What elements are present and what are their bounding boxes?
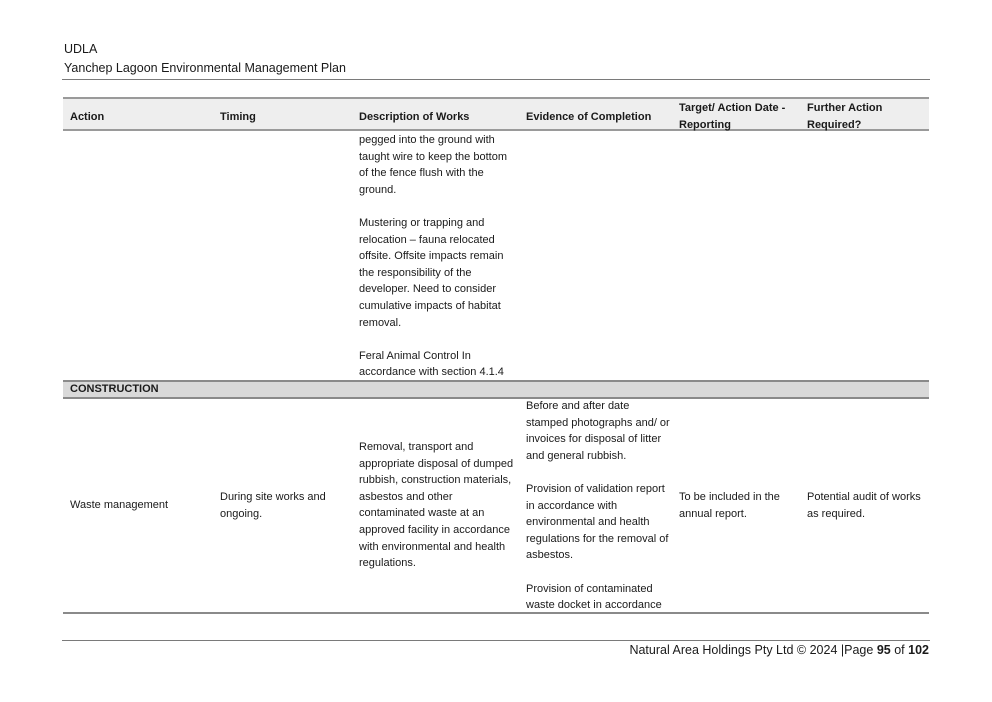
description-paragraph: Feral Animal Control In accordance with section 4.1.4 — [359, 349, 504, 379]
evidence-paragraph: Before and after date stamped photographs and/ or invoices for disposal of litter and general rubbish. — [526, 400, 670, 462]
column-header-further-line2: Required? — [807, 118, 862, 131]
header-divider — [62, 79, 930, 80]
column-header-evidence: Evidence of Completion — [526, 111, 652, 123]
section-heading: CONSTRUCTION — [70, 383, 159, 395]
cell-description: Removal, transport and appropriate disposal of dumped rubbish, construction materials, asbestos and other contaminated waste at an approved facility in accordance with environmental and health regulations. — [359, 441, 514, 570]
description-paragraph: pegged into the ground with taught wire to keep the bottom of the fence flush with the ground. — [359, 134, 507, 196]
cell-evidence — [526, 398, 674, 614]
column-header-further-action — [807, 100, 925, 133]
header-document-title: Yanchep Lagoon Environmental Management Plan — [64, 61, 346, 75]
column-header-target-line2: Reporting — [679, 118, 731, 131]
footer-page-of: of — [894, 643, 905, 657]
column-header-timing: Timing — [220, 111, 256, 123]
header-organization: UDLA — [64, 42, 98, 56]
footer-page-current: 95 — [876, 643, 891, 657]
evidence-paragraph: Provision of validation report in accordance with environmental and health regulations for the removal of asbestos. — [526, 482, 669, 562]
cell-action: Waste management — [70, 499, 169, 511]
table-header-row — [63, 97, 929, 131]
page-footer — [629, 643, 929, 657]
cell-target: To be included in the annual report. — [679, 491, 780, 520]
description-paragraph: Mustering or trapping and relocation – fauna relocated offsite. Offsite impacts remain the responsibility of the developer. Need to consider cumulative impacts of habitat removal. — [359, 216, 504, 329]
column-header-target — [679, 100, 799, 133]
section-heading-row — [63, 380, 929, 399]
table-bottom-border — [63, 612, 929, 614]
column-header-further-line1: Further Action — [807, 102, 883, 114]
footer-company: Natural Area Holdings Pty Ltd © 2024 — [629, 643, 838, 657]
column-header-target-line1: Target/ Action Date - — [679, 102, 786, 114]
column-header-action: Action — [70, 111, 105, 123]
cell-timing: During site works and ongoing. — [220, 491, 326, 520]
evidence-paragraph: Provision of contaminated waste docket in accordance — [526, 582, 662, 612]
footer-page-total: 102 — [908, 643, 929, 657]
continued-row-description — [359, 132, 519, 381]
footer-divider — [62, 640, 930, 641]
cell-further-action: Potential audit of works as required. — [807, 491, 921, 520]
footer-page-prefix: |Page — [840, 643, 874, 657]
column-header-description: Description of Works — [359, 111, 470, 123]
